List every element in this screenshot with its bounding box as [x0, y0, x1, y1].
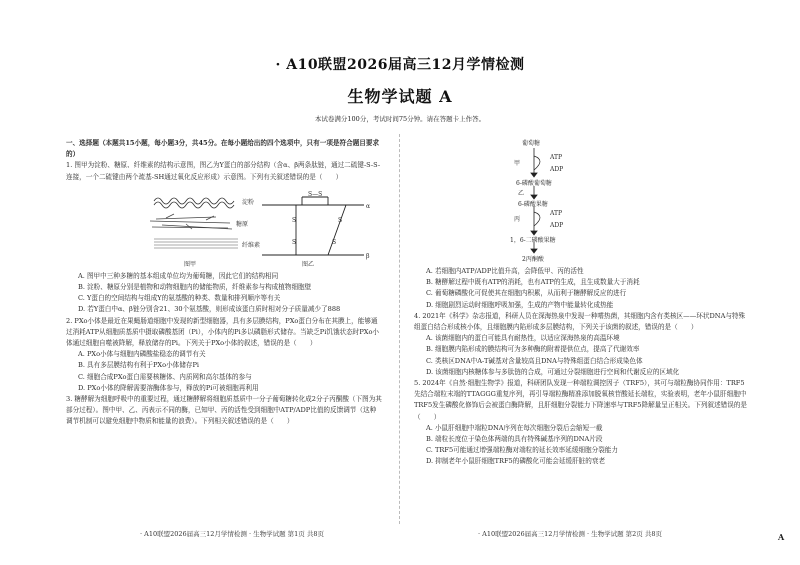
q3-stem: 3. 糖酵解为细胞呼吸中的重要过程，通过糖酵解将细胞质基质中一分子葡萄糖转化成2分子丙酮酸（下图为其部分过程）。图中甲、乙、丙表示不同的酶，已知甲、丙的活性受到细胞中ATP/ADP比值的反馈调节（这种调节机制可以避免细胞中物质和能量的浪费）。下列相关叙述错误的是（ ） — [66, 395, 382, 426]
right-column — [414, 138, 748, 468]
q4-option-b: B. 细胞膜内陷形成的膜结构可为多种酶的附着提供位点，提高了代谢效率 — [426, 345, 640, 354]
exam-note: 本试卷满分100分，考试时间75分钟。请在答题卡上作答。 — [314, 115, 486, 123]
cellulose-structure — [154, 239, 238, 248]
q2-option-c: C. 细胞合成PXo蛋白需要核糖体、内质网和高尔基体的参与 — [78, 372, 252, 381]
q3-option-d: D. 细胞剧烈运动时细胞呼吸加强，生成的产物中能量转化成热能 — [426, 300, 614, 309]
q4-stem: 4. 2021年《科学》杂志报道，科研人员在深海热泉中发现一种嗜热菌，其细胞内含有类核区——环状DNA与特殊组蛋白结合形成核小体，且细胞膜内陷形成多层膜结构，下列关于该菌的叙述，错误的是（ ） — [414, 311, 746, 332]
version-mark: A — [778, 532, 785, 542]
q1-option-d: D. 若Y蛋白中α、β链分别含21、30个氨基酸，则形成该蛋白质时相对分子质量减少了888 — [78, 305, 341, 314]
glycolysis-arrows — [414, 138, 748, 266]
label-s2: S — [292, 238, 297, 246]
q1-option-c: C. Y蛋白的空间结构与组成Y的氨基酸的种类、数量和排列顺序等有关 — [78, 294, 281, 303]
q1-option-b: B. 淀粉、糖原分别是植物和动物细胞内的储能物质，纤维素参与构成植物细胞壁 — [78, 283, 312, 292]
label-s4: S — [332, 238, 337, 246]
label-s3: S — [338, 216, 343, 224]
q1-option-a: A. 图甲中三种多糖的基本组成单位均为葡萄糖，因此它们的结构相同 — [78, 271, 279, 280]
q4-option-c: C. 类核区DNA中A-T碱基对含量较高且DNA与特殊组蛋白结合形成染色体 — [426, 356, 643, 365]
label-enzyme-a: 甲 — [514, 160, 521, 167]
section-heading: 一、选择题（本题共15小题，每小题3分，共45分。在每小题给出的四个选项中，只有一项是符合题目要求的） — [66, 139, 380, 159]
label-g6p: 6-磷酸葡萄糖 — [516, 180, 552, 187]
label-pyruvate: 2丙酮酸 — [522, 256, 544, 263]
glycolysis-diagram — [414, 138, 748, 266]
q3-option-c: C. 葡萄糖磷酸化可促使其在细胞内积累，从而利于糖酵解反应的进行 — [426, 289, 627, 298]
label-glucose: 葡萄糖 — [522, 140, 541, 147]
q3-option-b: B. 糖酵解过程中既有ATP的消耗，也有ATP的生成，且生成数量大于消耗 — [426, 278, 640, 287]
glycogen-structure — [150, 214, 232, 229]
page-footer-right: · A10联盟2026届高三12月学情检测 · 生物学试题 第2页 共8页 — [478, 530, 663, 538]
q5-option-b: B. 端粒长度位于染色体两端的具有特殊碱基序列的DNA片段 — [426, 435, 603, 444]
exam-title: · A10联盟2026届高三12月学情检测 — [275, 57, 525, 73]
label-starch: 淀粉 — [242, 198, 255, 206]
q2-stem: 2. PXo小体是最近在果蝇肠道细胞中发现的新型细胞器，具有多层膜结构，PXo蛋白分布在其膜上，能够通过消耗ATP从细胞质基质中摄取磷酸基团（Pi），小体内的Pi多以磷脂形式储存。当缺乏Pi饥饿状态时PXo小体通过细胞自噬被降解，释放储存的Pi。下列关于PXo小体的叙述，错误的是（ ） — [66, 316, 380, 348]
q2-option-b: B. 具有多层膜结构有利于PXo小体储存Pi — [78, 361, 199, 370]
label-fig-a: 图甲 — [184, 260, 197, 268]
q1-figure — [66, 185, 382, 269]
label-atp-1: ATP — [550, 154, 563, 161]
label-enzyme-c: 丙 — [514, 216, 521, 223]
q3-option-a: A. 若细胞内ATP/ADP比值升高，会降低甲、丙的活性 — [426, 267, 584, 275]
q2-option-a: A. PXo小体与细胞内磷酸盐稳态的调节有关 — [78, 350, 206, 359]
label-fig-b: 图乙 — [302, 260, 315, 268]
q1-stem: 1. 图甲为淀粉、糖原、纤维素的结构示意图，图乙为Y蛋白的部分结构（含α、β两条肽链，通过二硫键-S-S-连接，一个二硫键由两个巯基-SH通过氧化反应形成）示意图。下列有关叙述错误的是（ ） — [66, 161, 381, 181]
label-glycogen: 糖原 — [236, 220, 249, 228]
q4-option-d: D. 该菌细胞内核糖体参与多肽链的合成，可通过分裂细胞进行空间和代谢反应的区域化 — [426, 367, 680, 376]
q5-option-d: D. 抑制老年小鼠肝细胞TRF5的磷酸化可能会延缓肝脏的衰老 — [426, 457, 606, 466]
label-beta: β — [366, 252, 370, 260]
label-s1: S — [292, 216, 297, 224]
label-adp-1: ADP — [550, 166, 564, 173]
label-cellulose: 纤维素 — [242, 241, 261, 249]
q2-option-d: D. PXo小体的降解需要溶酶体参与，释放的Pi可被细胞再利用 — [78, 383, 259, 392]
column-divider — [399, 134, 400, 524]
left-column — [66, 138, 382, 428]
page-footer-left: · A10联盟2026届高三12月学情检测 · 生物学试题 第1页 共8页 — [140, 530, 325, 538]
protein-structure — [262, 197, 364, 255]
exam-subject: 生物学试题 A — [347, 87, 453, 106]
label-alpha: α — [366, 202, 371, 210]
label-adp-2: ADP — [550, 222, 564, 229]
q5-option-a: A. 小鼠肝细胞中端粒DNA序列在每次细胞分裂后会缩短一截 — [426, 423, 603, 432]
q5-option-c: C. TRF5可能通过增强端粒酶对端粒的延长效率延缓细胞分裂能力 — [426, 446, 618, 455]
starch-structure — [154, 198, 234, 208]
label-f6p: 6-磷酸果糖 — [518, 201, 548, 208]
q4-option-a: A. 该菌细胞内的蛋白可能具有耐热性，以适应深海热泉的高温环境 — [426, 334, 620, 343]
label-atp-2: ATP — [550, 210, 563, 217]
q1-figure-svg — [66, 185, 382, 269]
label-disulfide: S—S — [308, 190, 323, 198]
label-enzyme-b: 乙 — [518, 190, 525, 197]
label-fbp: 1，6-二磷酸果糖 — [510, 237, 556, 244]
q5-stem: 5. 2024年《自然·细胞生物学》报道，科研团队发现一种端粒调控因子（TRF5），其可与端粒酶协同作用：TRF5先结合端粒末端的TTAGGG重复序列，再引导端粒酶精准添加脱氧核苷酸延长端粒，实验表明，老年小鼠肝细胞中TRF5发生磷酸化修饰后会被蛋白酶降解，且肝细胞分裂能力下降速率与TRF5降解量呈正相关。下列叙述错误的是（ ） — [414, 379, 747, 421]
